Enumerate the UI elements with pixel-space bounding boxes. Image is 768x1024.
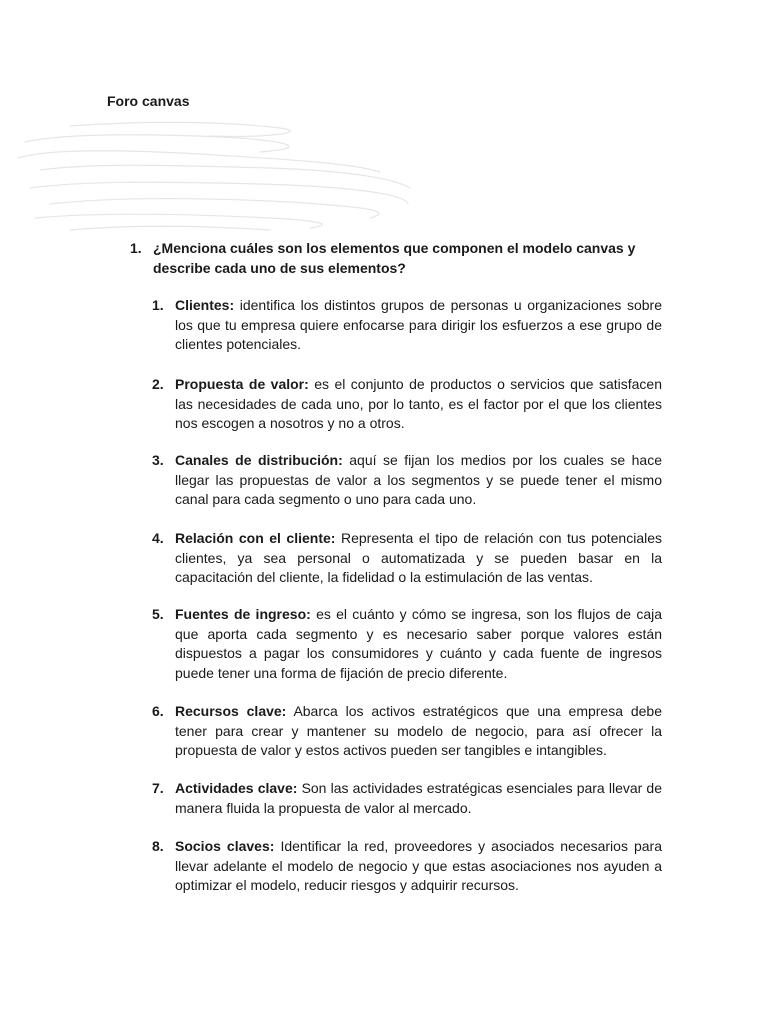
item-number: 4. [152,530,164,546]
item-number: 5. [152,606,164,622]
item-description: aquí se fijan los medios por los cuales se hace llegar las propuestas de valor a los segmentos y se puede tener el mismo canal para cada segmento o uno para cada uno. [175,452,663,507]
item-description: Abarca los activos estratégicos que una empresa debe tener para crear y mantener su modelo de negocio, para así ofrecer la propuesta de valor y estos activos pueden ser tangibles e intangibles. [175,703,662,758]
item-description: es el cuánto y cómo se ingresa, son los flujos de caja que aporta cada segmento y es necesario saber porque valores están dispuestos a pagar los consumidores y cuánto y cada fuente de ingresos puede tener una forma de fijación de precio diferente. [175,606,663,681]
list-item-relacion-con-el-cliente [152,529,662,588]
item-description: identifica los distintos grupos de personas u organizaciones sobre los que tu empresa quiere enfocarse para dirigir los esfuerzos a ese grupo de clientes potenciales. [175,297,663,352]
question-number: 1. [130,240,142,256]
item-description: es el conjunto de productos o servicios que satisfacen las necesidades de cada uno, por lo tanto, es el factor por el que los clientes nos escogen a nosotros y no a otros. [175,376,663,431]
question-text: ¿Menciona cuáles son los elementos que componen el modelo canvas y describe cada uno de sus elementos? [153,240,636,276]
item-number: 8. [152,838,164,854]
item-description: Identificar la red, proveedores y asociados necesarios para llevar adelante el modelo de negocio y que estas asociaciones nos ayuden a optimizar el modelo, reducir riesgos y adquirir recursos. [175,838,663,893]
item-term: Relación con el cliente: [175,530,336,546]
item-number: 3. [152,452,164,468]
item-term: Fuentes de ingreso: [175,606,311,622]
list-item-actividades-clave [152,779,662,818]
document-title: Foro canvas [107,93,190,109]
list-item-propuesta-de-valor [152,375,662,434]
item-term: Propuesta de valor: [175,376,309,392]
item-term: Canales de distribución: [175,452,343,468]
list-item-recursos-clave [152,702,662,761]
item-number: 2. [152,376,164,392]
item-term: Recursos clave: [175,703,287,719]
item-term: Clientes: [175,297,235,313]
list-item-clientes [152,296,662,355]
item-description: Son las actividades estratégicas esenciales para llevar de manera fluida la propuesta de valor al mercado. [175,780,663,816]
item-number: 1. [152,297,164,313]
item-term: Socios claves: [175,838,275,854]
item-number: 6. [152,703,164,719]
item-description: Representa el tipo de relación con tus potenciales clientes, ya sea personal o automatizada y se pueden basar en la capacitación del cliente, la fidelidad o la estimulación de las ventas. [175,530,663,585]
item-number: 7. [152,780,164,796]
list-item-canales-de-distribucion [152,451,662,510]
item-term: Actividades clave: [175,780,298,796]
list-item-fuentes-de-ingreso [152,605,662,683]
list-item-socios-claves [152,837,662,896]
